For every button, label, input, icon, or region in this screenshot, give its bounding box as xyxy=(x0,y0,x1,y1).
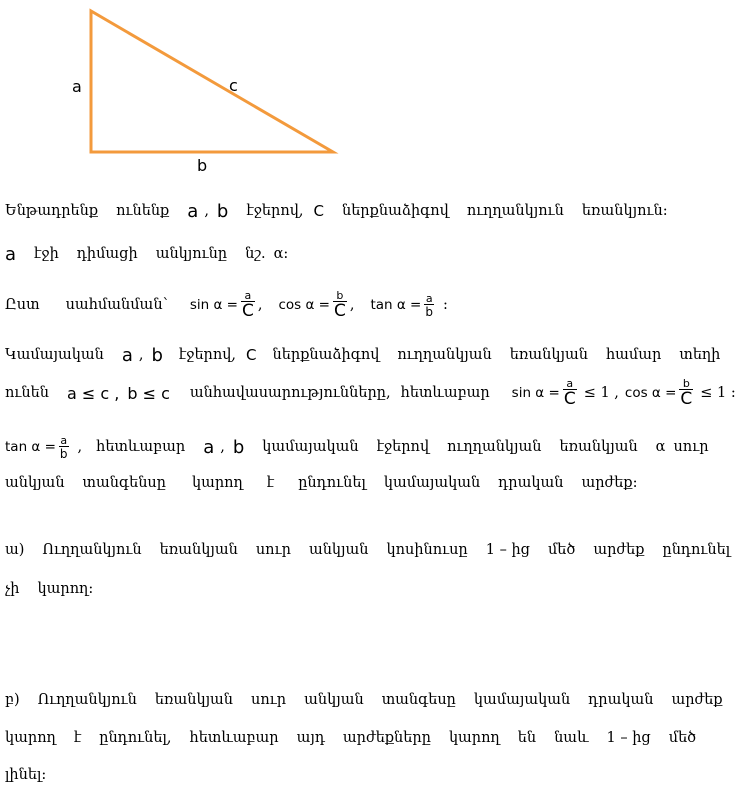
text-word: դրական xyxy=(498,475,564,491)
text-word: արժեք xyxy=(671,692,723,708)
text-word: կամայական xyxy=(473,692,571,708)
text-word: անհավասարությունները, xyxy=(189,385,391,401)
text-word: տանգեսը xyxy=(381,692,456,708)
fraction-numerator: b xyxy=(682,377,690,390)
text-word: են xyxy=(517,730,537,746)
tangent-fraction xyxy=(59,435,69,460)
tangent-values-line xyxy=(5,470,637,496)
definition-formulas-line xyxy=(5,290,448,320)
text-word: էջերով, xyxy=(246,203,304,219)
text-word: ուղղանկյան xyxy=(397,347,492,363)
fraction-numerator: a xyxy=(425,291,433,305)
text-word: է xyxy=(266,475,275,491)
text-word: Ուղղանկյուն xyxy=(37,692,137,708)
text-word: հետևաբար xyxy=(400,385,490,401)
text-word: ներքնաձիգով xyxy=(341,203,449,219)
text-word: անկյան xyxy=(308,542,369,558)
alpha-symbol: α xyxy=(655,439,666,455)
text-word: Ենթադրենք xyxy=(5,203,99,219)
cosine-fraction xyxy=(333,290,347,320)
tangent-conclusion-line xyxy=(5,432,709,462)
text-word: է xyxy=(73,730,82,746)
text-word: տեղի xyxy=(679,347,721,363)
fraction-denominator: C xyxy=(241,301,254,321)
text-word: 1 – ից xyxy=(485,542,530,558)
statement-a-line xyxy=(5,537,730,563)
variable-a: a xyxy=(203,436,215,458)
inequality-bound: ≤ 1 : xyxy=(700,385,736,401)
text-word: մեծ xyxy=(668,730,697,746)
fraction-denominator: C xyxy=(563,389,576,409)
tangent-fraction xyxy=(424,293,434,318)
fraction-denominator: b xyxy=(425,304,433,319)
intro-line xyxy=(5,198,668,224)
text-word: եռանկյան xyxy=(154,692,234,708)
text-word: կարող: xyxy=(37,581,94,597)
text-word: սուր xyxy=(255,542,291,558)
variable-b: b xyxy=(232,436,245,458)
text-word: Կամայական xyxy=(5,347,104,363)
arbitrary-sides-line xyxy=(5,342,720,368)
variable-a: a xyxy=(187,200,199,222)
text-word: սուր xyxy=(251,692,287,708)
text-word: եռանկյան xyxy=(159,542,238,558)
text-word: ընդունել, xyxy=(99,730,172,746)
text-word: նաև xyxy=(554,730,589,746)
alpha-symbol: α: xyxy=(273,246,289,262)
text-word: Ուղղանկյուն xyxy=(42,542,142,558)
variable-a: a xyxy=(121,344,133,366)
statement-b-continuation xyxy=(5,725,696,751)
text-word: կարող xyxy=(448,730,500,746)
inequality-b: b ≤ c xyxy=(127,383,170,403)
variable-a: a xyxy=(5,243,17,265)
cosine-formula: cos α = xyxy=(278,297,330,313)
text-word: նշ. xyxy=(245,246,266,262)
cosine-fraction xyxy=(679,378,693,408)
text-word: դիմացի xyxy=(76,246,138,262)
text-word: լինել: xyxy=(5,767,47,783)
angle-definition-line xyxy=(5,241,288,267)
text-word: ուղղանկյան xyxy=(447,439,542,455)
statement-a-continuation xyxy=(5,576,93,602)
inequalities-line xyxy=(5,378,736,408)
text-word: կոսինուսը xyxy=(386,542,468,558)
fraction-numerator: a xyxy=(60,433,68,447)
text-word: ուղղանկյուն xyxy=(466,203,564,219)
side-a-label: a xyxy=(72,77,82,96)
text-comma: , xyxy=(257,297,263,313)
tangent-formula: tan α = xyxy=(370,297,422,313)
fraction-numerator: b xyxy=(336,289,344,302)
text-word: էջերով xyxy=(376,439,430,455)
text-word: սահմանման՝ xyxy=(65,297,168,313)
variable-b: b xyxy=(216,200,229,222)
cosine-formula: cos α = xyxy=(624,385,677,401)
right-triangle-figure xyxy=(0,0,704,180)
variable-c: C xyxy=(313,202,324,220)
text-word: անկյան xyxy=(5,475,65,491)
item-marker: ա) xyxy=(5,542,25,558)
text-comma: , xyxy=(77,439,83,455)
sine-formula: sin α = xyxy=(189,297,238,313)
text-word: եռանկյան xyxy=(559,439,638,455)
text-comma: , xyxy=(138,347,144,363)
text-word: Ըստ xyxy=(5,297,40,313)
tangent-formula: tan α = xyxy=(5,439,56,455)
text-word: տանգենսը xyxy=(82,475,166,491)
text-word: եռանկյուն: xyxy=(581,203,668,219)
text-word: համար xyxy=(605,347,662,363)
sine-fraction xyxy=(563,378,577,408)
fraction-numerator: a xyxy=(244,289,252,302)
inequality-bound: ≤ 1 , xyxy=(583,385,619,401)
text-word: կամայական xyxy=(262,439,359,455)
sine-formula: sin α = xyxy=(511,385,560,401)
side-b-label: b xyxy=(197,156,208,175)
statement-b-end xyxy=(5,762,46,788)
fraction-denominator: C xyxy=(333,301,346,321)
text-word: էջի xyxy=(34,246,59,262)
side-c-label: c xyxy=(229,76,238,95)
triangle-shape xyxy=(91,11,333,152)
text-word: կարող xyxy=(5,730,56,746)
text-word: ունեն xyxy=(5,385,49,401)
text-word: ներքնաձիգով xyxy=(272,347,380,363)
text-word: արժեք: xyxy=(581,475,638,491)
text-word: անկյան xyxy=(304,692,364,708)
text-comma: , xyxy=(204,203,209,219)
item-marker: բ) xyxy=(5,692,20,708)
text-word: ունենք xyxy=(116,203,170,219)
text-word: սուր xyxy=(673,439,709,455)
text-word: արժեքները xyxy=(342,730,431,746)
text-comma: , xyxy=(220,439,225,455)
text-word: հետևաբար xyxy=(96,439,186,455)
text-word: դրական xyxy=(588,692,654,708)
text-word: 1 – ից xyxy=(606,730,651,746)
fraction-numerator: a xyxy=(566,377,574,390)
text-word: արժեք xyxy=(593,542,645,558)
text-word: եռանկյան xyxy=(509,347,588,363)
text-comma: , xyxy=(349,297,355,313)
text-word: ընդունել xyxy=(298,475,366,491)
text-word: այդ xyxy=(296,730,325,746)
text-word: հետևաբար xyxy=(189,730,279,746)
sine-fraction xyxy=(241,290,255,320)
statement-b-line xyxy=(5,687,723,713)
text-word: կամայական xyxy=(383,475,481,491)
text-word: անկյունը xyxy=(155,246,228,262)
variable-c: C xyxy=(246,346,257,364)
text-word: մեծ xyxy=(547,542,576,558)
text-word: ընդունել xyxy=(662,542,731,558)
text-word: էջերով, xyxy=(178,347,237,363)
inequality-a: a ≤ c , xyxy=(66,383,120,403)
text-word: չի xyxy=(5,581,20,597)
fraction-denominator: C xyxy=(680,389,693,409)
text-word: կարող xyxy=(191,475,243,491)
fraction-denominator: b xyxy=(59,446,68,461)
text-colon: : xyxy=(443,297,448,313)
variable-b: b xyxy=(151,344,163,366)
